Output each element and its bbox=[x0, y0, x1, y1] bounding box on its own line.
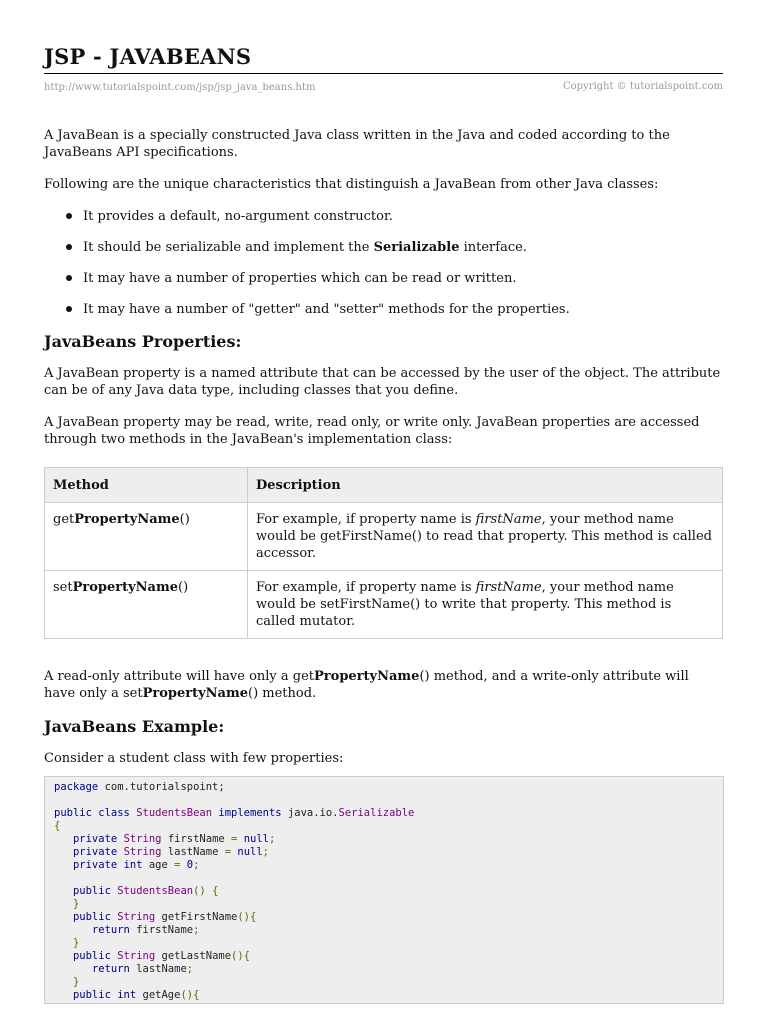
code-listing: package com.tutorialspoint; public class StudentsBean implements java.io.Serializable { private String firstName = null; private String lastName = null; private int age = 0; public StudentsBean() { } public String getFirstName(){ return firstName; } public String getLastName(){ return lastName; } public int getAge(){ bbox=[54, 781, 415, 1001]
page-title: JSP - JAVABEANS bbox=[44, 44, 252, 69]
method-suffix: () bbox=[178, 580, 189, 595]
table-header-row bbox=[45, 468, 723, 503]
bullet-icon bbox=[66, 213, 72, 219]
serializable-term: Serializable bbox=[373, 240, 460, 255]
method-suffix: () bbox=[179, 512, 190, 527]
properties-paragraph-2: A JavaBean property may be read, write, read only, or write only. JavaBean properties are accessed through two methods in the JavaBean's implementation class: bbox=[44, 415, 700, 447]
readonly-paragraph bbox=[44, 668, 723, 702]
list-item-text: It should be serializable and implement the bbox=[83, 240, 374, 255]
description-text: , your method name would be setFirstName() to write that property. This method is called mutator. bbox=[256, 580, 674, 629]
methods-table bbox=[44, 467, 723, 639]
source-url: http://www.tutorialspoint.com/jsp/jsp_java_beans.htm bbox=[44, 82, 316, 93]
column-header-description: Description bbox=[248, 468, 723, 503]
property-example: firstName bbox=[475, 580, 542, 595]
paragraph-text: () method, and a write-only attribute will have only a set bbox=[44, 669, 689, 701]
list-item bbox=[44, 301, 723, 318]
list-item bbox=[44, 208, 723, 225]
list-item-text: It may have a number of properties which can be read or written. bbox=[83, 271, 517, 286]
column-header-method: Method bbox=[45, 468, 248, 503]
bullet-icon bbox=[66, 244, 72, 250]
description-cell bbox=[248, 503, 723, 571]
list-item bbox=[44, 239, 723, 256]
description-cell bbox=[248, 571, 723, 639]
list-item-text: interface. bbox=[459, 240, 527, 255]
characteristics-list bbox=[44, 208, 723, 318]
example-intro: Consider a student class with few properties: bbox=[44, 751, 344, 766]
method-prefix: get bbox=[53, 512, 75, 527]
code-block[interactable] bbox=[44, 776, 724, 1004]
method-prefix: set bbox=[53, 580, 73, 595]
article-body bbox=[44, 127, 723, 1004]
bullet-icon bbox=[66, 275, 72, 281]
property-name-term: PropertyName bbox=[142, 686, 249, 701]
copyright-notice: Copyright © tutorialspoint.com bbox=[562, 81, 723, 92]
method-name: PropertyName bbox=[72, 580, 178, 595]
table-row bbox=[45, 571, 723, 639]
method-cell bbox=[45, 503, 248, 571]
property-example: firstName bbox=[475, 512, 542, 527]
paragraph-text: () method. bbox=[248, 686, 317, 701]
property-name-term: PropertyName bbox=[314, 669, 420, 684]
method-name: PropertyName bbox=[74, 512, 180, 527]
intro-paragraph: A JavaBean is a specially constructed Java class written in the Java and coded according to the JavaBeans API specifications. bbox=[44, 128, 670, 160]
list-item-text: It may have a number of "getter" and "setter" methods for the properties. bbox=[83, 302, 570, 317]
method-cell bbox=[45, 571, 248, 639]
description-text: , your method name would be getFirstName() to read that property. This method is called accessor. bbox=[256, 512, 712, 561]
table-row bbox=[45, 503, 723, 571]
list-item-text: It provides a default, no-argument constructor. bbox=[83, 209, 393, 224]
properties-paragraph: A JavaBean property is a named attribute that can be accessed by the user of the object. The attribute can be of any Java data type, including classes that you define. bbox=[44, 366, 721, 398]
bullet-icon bbox=[66, 306, 72, 312]
list-item bbox=[44, 270, 723, 287]
paragraph-text: A read-only attribute will have only a get bbox=[44, 669, 315, 684]
section-heading-properties: JavaBeans Properties: bbox=[44, 332, 242, 351]
title-divider bbox=[44, 73, 723, 74]
section-heading-example: JavaBeans Example: bbox=[44, 717, 225, 736]
description-text: For example, if property name is bbox=[256, 512, 476, 527]
description-text: For example, if property name is bbox=[256, 580, 476, 595]
intro-paragraph-2: Following are the unique characteristics that distinguish a JavaBean from other Java classes: bbox=[44, 177, 659, 192]
